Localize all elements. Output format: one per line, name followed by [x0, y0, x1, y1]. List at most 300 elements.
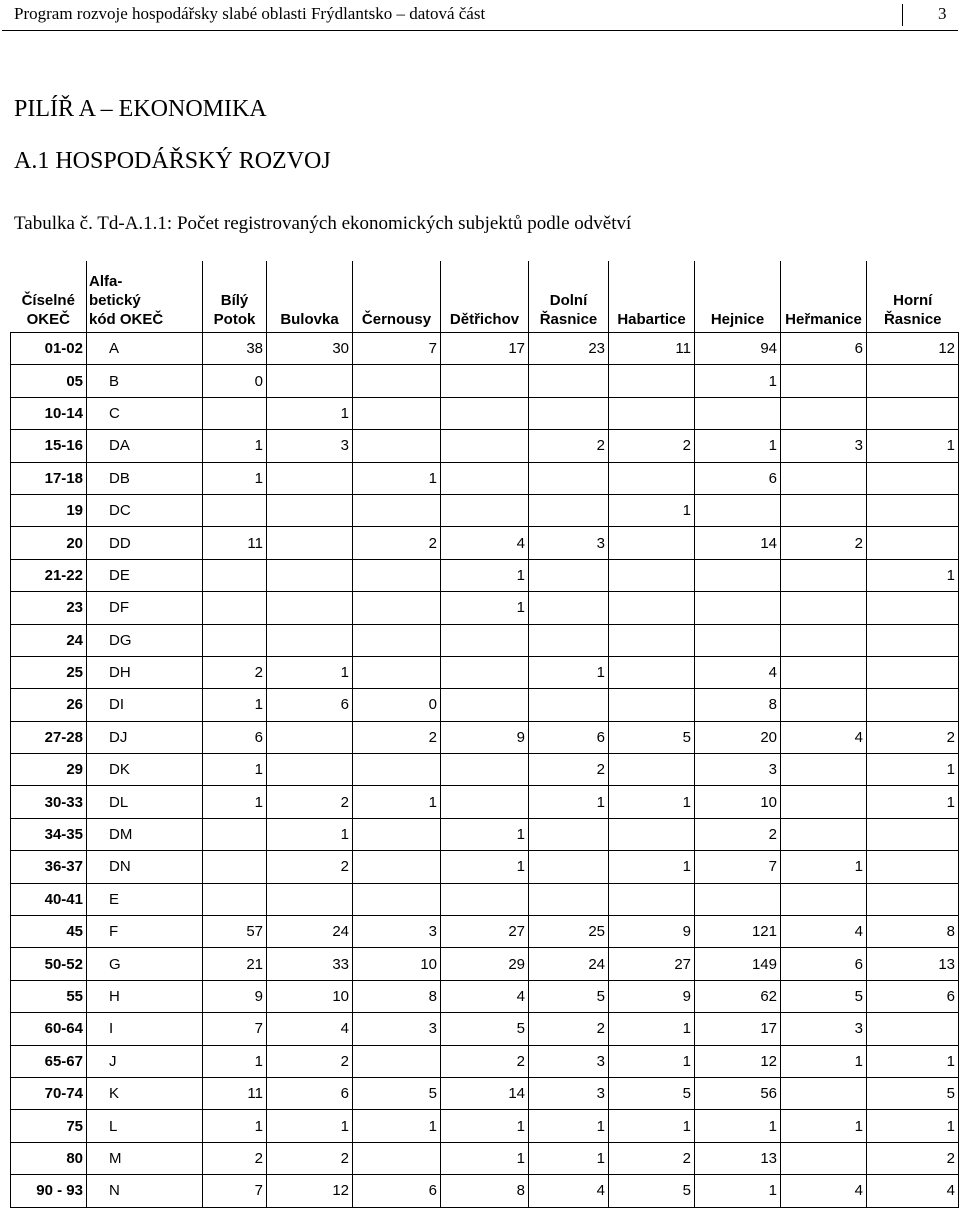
- count-cell: 1: [867, 559, 959, 591]
- count-cell: 2: [529, 754, 609, 786]
- subjects-table: [10, 261, 959, 1208]
- table-row: [11, 624, 959, 656]
- table-row: [11, 1175, 959, 1207]
- alpha-code-cell: DB: [87, 462, 203, 494]
- count-cell: 8: [695, 689, 781, 721]
- count-cell: 13: [695, 1142, 781, 1174]
- okec-code-cell: 80: [11, 1142, 87, 1174]
- count-cell: 4: [267, 1013, 353, 1045]
- okec-code-cell: 25: [11, 656, 87, 688]
- count-cell: 25: [529, 916, 609, 948]
- table-row: [11, 494, 959, 526]
- column-header: [441, 261, 529, 333]
- count-cell: [529, 689, 609, 721]
- count-cell: 2: [695, 818, 781, 850]
- count-cell: 2: [609, 430, 695, 462]
- count-cell: [353, 1045, 441, 1077]
- count-cell: [203, 397, 267, 429]
- count-cell: 11: [609, 333, 695, 365]
- alpha-code-cell: G: [87, 948, 203, 980]
- alpha-code-cell: H: [87, 980, 203, 1012]
- count-cell: 1: [353, 462, 441, 494]
- count-cell: [353, 397, 441, 429]
- okec-code-cell: 24: [11, 624, 87, 656]
- count-cell: [353, 656, 441, 688]
- alpha-code-cell: DA: [87, 430, 203, 462]
- count-cell: [203, 851, 267, 883]
- count-cell: 1: [867, 786, 959, 818]
- count-cell: 1: [695, 430, 781, 462]
- count-cell: 1: [781, 1110, 867, 1142]
- alpha-code-cell: DC: [87, 494, 203, 526]
- count-cell: 1: [781, 1045, 867, 1077]
- count-cell: [867, 1013, 959, 1045]
- count-cell: 121: [695, 916, 781, 948]
- count-cell: [609, 462, 695, 494]
- count-cell: [609, 397, 695, 429]
- count-cell: 1: [267, 397, 353, 429]
- okec-code-cell: 65-67: [11, 1045, 87, 1077]
- count-cell: 3: [529, 1045, 609, 1077]
- column-header-line: Dětřichov: [449, 311, 520, 328]
- count-cell: 30: [267, 333, 353, 365]
- count-cell: [609, 883, 695, 915]
- count-cell: [609, 818, 695, 850]
- count-cell: 3: [781, 1013, 867, 1045]
- count-cell: 6: [695, 462, 781, 494]
- count-cell: [695, 624, 781, 656]
- count-cell: [353, 430, 441, 462]
- count-cell: [441, 494, 529, 526]
- count-cell: 4: [529, 1175, 609, 1207]
- count-cell: [353, 754, 441, 786]
- count-cell: 5: [609, 1175, 695, 1207]
- count-cell: 3: [529, 1077, 609, 1109]
- count-cell: 1: [203, 786, 267, 818]
- column-header-line: Černousy: [361, 311, 432, 328]
- count-cell: 1: [609, 851, 695, 883]
- okec-code-cell: 45: [11, 916, 87, 948]
- count-cell: 1: [203, 1045, 267, 1077]
- alpha-code-cell: DH: [87, 656, 203, 688]
- table-row: [11, 883, 959, 915]
- count-cell: 6: [529, 721, 609, 753]
- count-cell: 1: [203, 430, 267, 462]
- table-row: [11, 1142, 959, 1174]
- count-cell: [609, 527, 695, 559]
- count-cell: [441, 656, 529, 688]
- count-cell: 5: [781, 980, 867, 1012]
- table-row: [11, 721, 959, 753]
- okec-code-cell: 21-22: [11, 559, 87, 591]
- count-cell: [695, 592, 781, 624]
- count-cell: 149: [695, 948, 781, 980]
- count-cell: 4: [441, 980, 529, 1012]
- table-row: [11, 689, 959, 721]
- column-header-line: betický: [89, 292, 141, 309]
- count-cell: [353, 559, 441, 591]
- count-cell: [441, 786, 529, 818]
- count-cell: 1: [609, 786, 695, 818]
- count-cell: [441, 430, 529, 462]
- running-header: [0, 0, 960, 30]
- count-cell: 10: [695, 786, 781, 818]
- count-cell: 29: [441, 948, 529, 980]
- count-cell: 56: [695, 1077, 781, 1109]
- table-row: [11, 333, 959, 365]
- count-cell: 8: [353, 980, 441, 1012]
- section-heading: PILÍŘ A – EKONOMIKA: [14, 96, 267, 122]
- document-title: Program rozvoje hospodářsky slabé oblasti Frýdlantsko – datová část: [14, 4, 486, 23]
- count-cell: [353, 365, 441, 397]
- table-row: [11, 1013, 959, 1045]
- count-cell: [781, 818, 867, 850]
- count-cell: 12: [267, 1175, 353, 1207]
- table-row: [11, 430, 959, 462]
- count-cell: 6: [267, 1077, 353, 1109]
- okec-code-cell: 10-14: [11, 397, 87, 429]
- column-header-line: Řasnice: [883, 311, 942, 328]
- okec-code-cell: 70-74: [11, 1077, 87, 1109]
- count-cell: 12: [867, 333, 959, 365]
- header-rule: [2, 30, 958, 31]
- count-cell: [441, 462, 529, 494]
- okec-code-cell: 90 - 93: [11, 1175, 87, 1207]
- count-cell: [203, 494, 267, 526]
- column-header-line: Potok: [213, 311, 256, 328]
- count-cell: [267, 754, 353, 786]
- count-cell: 1: [441, 851, 529, 883]
- count-cell: 8: [441, 1175, 529, 1207]
- count-cell: [609, 559, 695, 591]
- count-cell: 5: [441, 1013, 529, 1045]
- count-cell: [609, 365, 695, 397]
- column-header: [529, 261, 609, 333]
- count-cell: 14: [695, 527, 781, 559]
- okec-code-cell: 01-02: [11, 333, 87, 365]
- count-cell: 2: [267, 1142, 353, 1174]
- count-cell: 10: [353, 948, 441, 980]
- column-header-line: Heřmanice: [785, 311, 862, 328]
- count-cell: [267, 365, 353, 397]
- okec-code-cell: 05: [11, 365, 87, 397]
- count-cell: 1: [867, 1110, 959, 1142]
- count-cell: [867, 624, 959, 656]
- count-cell: [609, 656, 695, 688]
- alpha-code-cell: K: [87, 1077, 203, 1109]
- count-cell: [353, 883, 441, 915]
- table-row: [11, 916, 959, 948]
- count-cell: [441, 689, 529, 721]
- alpha-code-cell: DD: [87, 527, 203, 559]
- count-cell: [867, 592, 959, 624]
- count-cell: 0: [353, 689, 441, 721]
- table-header-row: [11, 261, 959, 333]
- count-cell: 13: [867, 948, 959, 980]
- count-cell: 1: [695, 1110, 781, 1142]
- count-cell: 5: [529, 980, 609, 1012]
- count-cell: [529, 559, 609, 591]
- count-cell: 1: [441, 1110, 529, 1142]
- count-cell: [353, 624, 441, 656]
- table-row: [11, 1077, 959, 1109]
- okec-code-cell: 26: [11, 689, 87, 721]
- count-cell: 1: [609, 494, 695, 526]
- count-cell: 1: [781, 851, 867, 883]
- alpha-code-cell: DK: [87, 754, 203, 786]
- count-cell: 10: [267, 980, 353, 1012]
- column-header: [695, 261, 781, 333]
- table-row: [11, 754, 959, 786]
- count-cell: 9: [441, 721, 529, 753]
- count-cell: [203, 624, 267, 656]
- count-cell: 1: [203, 1110, 267, 1142]
- count-cell: 1: [441, 559, 529, 591]
- count-cell: 4: [781, 916, 867, 948]
- count-cell: [353, 818, 441, 850]
- count-cell: 1: [867, 430, 959, 462]
- count-cell: 2: [529, 430, 609, 462]
- count-cell: [203, 559, 267, 591]
- table-row: [11, 365, 959, 397]
- count-cell: 5: [353, 1077, 441, 1109]
- table-row: [11, 656, 959, 688]
- count-cell: [609, 624, 695, 656]
- okec-code-cell: 17-18: [11, 462, 87, 494]
- count-cell: 1: [441, 818, 529, 850]
- count-cell: [781, 786, 867, 818]
- count-cell: 2: [609, 1142, 695, 1174]
- count-cell: [353, 1142, 441, 1174]
- alpha-code-cell: DJ: [87, 721, 203, 753]
- okec-code-cell: 36-37: [11, 851, 87, 883]
- count-cell: 1: [353, 786, 441, 818]
- alpha-code-cell: B: [87, 365, 203, 397]
- count-cell: [867, 397, 959, 429]
- count-cell: 4: [441, 527, 529, 559]
- okec-code-cell: 34-35: [11, 818, 87, 850]
- count-cell: 3: [781, 430, 867, 462]
- count-cell: 7: [203, 1013, 267, 1045]
- count-cell: [609, 592, 695, 624]
- count-cell: [867, 851, 959, 883]
- column-header: [267, 261, 353, 333]
- table-row: [11, 818, 959, 850]
- column-header-line: Bulovka: [280, 311, 339, 328]
- count-cell: 1: [529, 1110, 609, 1142]
- count-cell: 3: [529, 527, 609, 559]
- count-cell: 1: [609, 1110, 695, 1142]
- table-row: [11, 1110, 959, 1142]
- count-cell: 3: [353, 1013, 441, 1045]
- alpha-code-cell: E: [87, 883, 203, 915]
- count-cell: 11: [203, 1077, 267, 1109]
- count-cell: [781, 883, 867, 915]
- count-cell: 14: [441, 1077, 529, 1109]
- count-cell: 1: [695, 365, 781, 397]
- count-cell: [867, 689, 959, 721]
- count-cell: [609, 754, 695, 786]
- count-cell: 2: [867, 1142, 959, 1174]
- count-cell: [867, 883, 959, 915]
- alpha-code-cell: I: [87, 1013, 203, 1045]
- count-cell: [695, 883, 781, 915]
- table-body: [11, 333, 959, 1208]
- count-cell: [529, 818, 609, 850]
- count-cell: 9: [609, 980, 695, 1012]
- page-number: 3: [938, 4, 947, 23]
- count-cell: 27: [609, 948, 695, 980]
- alpha-code-cell: F: [87, 916, 203, 948]
- count-cell: 27: [441, 916, 529, 948]
- column-header: [87, 261, 203, 333]
- count-cell: 94: [695, 333, 781, 365]
- count-cell: 1: [609, 1045, 695, 1077]
- count-cell: 33: [267, 948, 353, 980]
- table-row: [11, 948, 959, 980]
- alpha-code-cell: M: [87, 1142, 203, 1174]
- alpha-code-cell: C: [87, 397, 203, 429]
- table-row: [11, 786, 959, 818]
- count-cell: 1: [529, 786, 609, 818]
- count-cell: [529, 397, 609, 429]
- table-row: [11, 592, 959, 624]
- okec-code-cell: 15-16: [11, 430, 87, 462]
- column-header-line: Bílý: [220, 292, 249, 309]
- count-cell: 6: [781, 948, 867, 980]
- count-cell: 6: [203, 721, 267, 753]
- count-cell: [203, 883, 267, 915]
- column-header-line: Číselné: [21, 292, 75, 309]
- count-cell: 2: [203, 1142, 267, 1174]
- count-cell: 2: [267, 1045, 353, 1077]
- count-cell: 2: [781, 527, 867, 559]
- count-cell: 5: [609, 721, 695, 753]
- count-cell: [781, 397, 867, 429]
- count-cell: [267, 462, 353, 494]
- column-header: [11, 261, 87, 333]
- count-cell: 1: [609, 1013, 695, 1045]
- count-cell: 57: [203, 916, 267, 948]
- count-cell: 1: [867, 1045, 959, 1077]
- column-header-line: Dolní: [549, 292, 588, 309]
- table-row: [11, 980, 959, 1012]
- count-cell: [695, 494, 781, 526]
- header-divider: [902, 4, 903, 26]
- count-cell: 6: [781, 333, 867, 365]
- count-cell: 2: [267, 851, 353, 883]
- alpha-code-cell: A: [87, 333, 203, 365]
- count-cell: 7: [203, 1175, 267, 1207]
- okec-code-cell: 55: [11, 980, 87, 1012]
- count-cell: 8: [867, 916, 959, 948]
- count-cell: [203, 818, 267, 850]
- okec-code-cell: 75: [11, 1110, 87, 1142]
- count-cell: [267, 494, 353, 526]
- count-cell: [695, 559, 781, 591]
- count-cell: [529, 462, 609, 494]
- alpha-code-cell: J: [87, 1045, 203, 1077]
- okec-code-cell: 20: [11, 527, 87, 559]
- count-cell: [441, 397, 529, 429]
- count-cell: 38: [203, 333, 267, 365]
- count-cell: 5: [867, 1077, 959, 1109]
- count-cell: 1: [353, 1110, 441, 1142]
- count-cell: 17: [695, 1013, 781, 1045]
- count-cell: [695, 397, 781, 429]
- column-header-line: kód OKEČ: [89, 311, 164, 328]
- column-header: [867, 261, 959, 333]
- okec-code-cell: 29: [11, 754, 87, 786]
- count-cell: [529, 851, 609, 883]
- count-cell: 4: [867, 1175, 959, 1207]
- count-cell: 2: [353, 721, 441, 753]
- table-row: [11, 1045, 959, 1077]
- count-cell: [267, 527, 353, 559]
- count-cell: [781, 592, 867, 624]
- table-row: [11, 559, 959, 591]
- count-cell: 1: [529, 1142, 609, 1174]
- count-cell: [267, 592, 353, 624]
- alpha-code-cell: DG: [87, 624, 203, 656]
- count-cell: 2: [529, 1013, 609, 1045]
- count-cell: 3: [695, 754, 781, 786]
- count-cell: 7: [353, 333, 441, 365]
- okec-code-cell: 40-41: [11, 883, 87, 915]
- count-cell: [267, 721, 353, 753]
- count-cell: 2: [867, 721, 959, 753]
- count-cell: 1: [267, 1110, 353, 1142]
- column-header-line: Hejnice: [710, 311, 765, 328]
- count-cell: 1: [441, 592, 529, 624]
- count-cell: [781, 689, 867, 721]
- count-cell: [353, 592, 441, 624]
- column-header-line: Řasnice: [539, 311, 598, 328]
- column-header-line: Habartice: [617, 311, 686, 328]
- okec-code-cell: 30-33: [11, 786, 87, 818]
- count-cell: 1: [203, 462, 267, 494]
- okec-code-cell: 23: [11, 592, 87, 624]
- column-header: [609, 261, 695, 333]
- count-cell: 4: [781, 1175, 867, 1207]
- count-cell: [867, 462, 959, 494]
- count-cell: 20: [695, 721, 781, 753]
- table-row: [11, 397, 959, 429]
- count-cell: 3: [267, 430, 353, 462]
- count-cell: 1: [267, 818, 353, 850]
- count-cell: 1: [203, 689, 267, 721]
- count-cell: [781, 1077, 867, 1109]
- count-cell: 17: [441, 333, 529, 365]
- alpha-code-cell: DE: [87, 559, 203, 591]
- alpha-code-cell: DF: [87, 592, 203, 624]
- column-header: [353, 261, 441, 333]
- count-cell: 4: [695, 656, 781, 688]
- okec-code-cell: 19: [11, 494, 87, 526]
- alpha-code-cell: DM: [87, 818, 203, 850]
- alpha-code-cell: L: [87, 1110, 203, 1142]
- column-header-line: Alfa-: [89, 273, 123, 290]
- count-cell: [867, 818, 959, 850]
- count-cell: 4: [781, 721, 867, 753]
- count-cell: 1: [267, 656, 353, 688]
- count-cell: [267, 624, 353, 656]
- count-cell: [781, 624, 867, 656]
- count-cell: [781, 494, 867, 526]
- count-cell: 23: [529, 333, 609, 365]
- count-cell: [267, 559, 353, 591]
- count-cell: 11: [203, 527, 267, 559]
